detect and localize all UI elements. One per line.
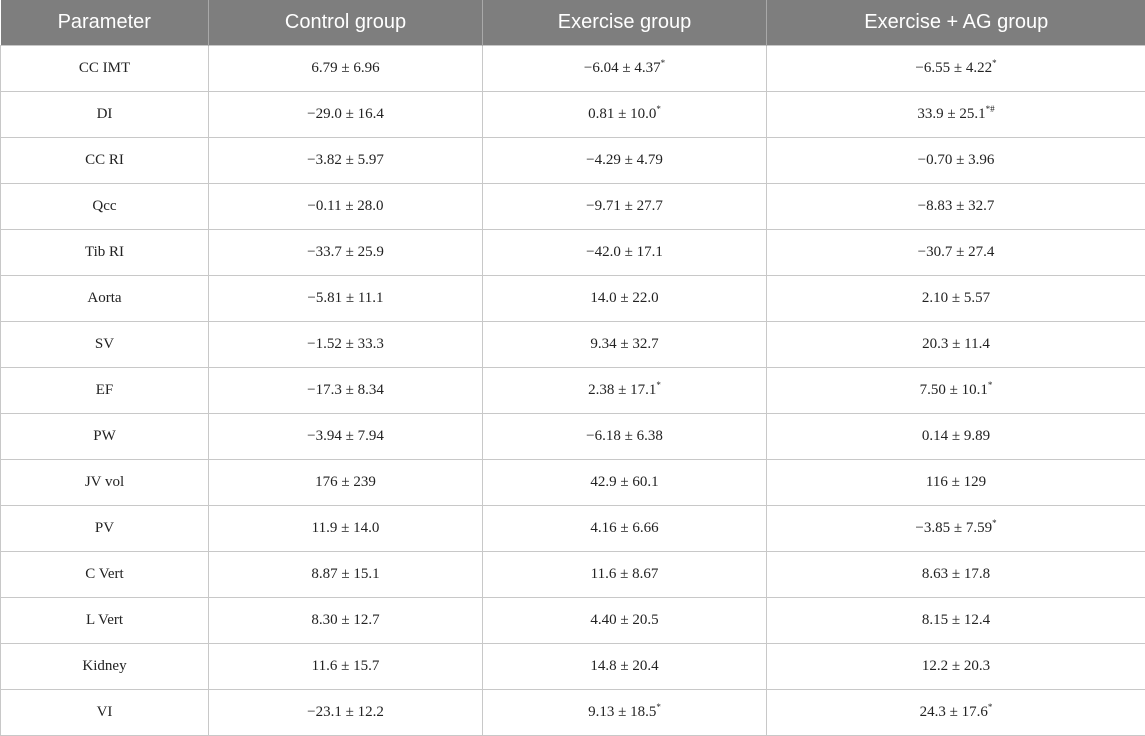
- table-row: [1, 322, 1145, 368]
- parameter-cell: C Vert: [1, 552, 209, 598]
- exercise-ag-value-cell: [767, 92, 1145, 138]
- exercise-value: −6.18 ± 6.38: [586, 428, 663, 444]
- control-value: −1.52 ± 33.3: [307, 336, 384, 352]
- exercise-ag-value: 24.3 ± 17.6: [920, 704, 988, 720]
- control-value: −5.81 ± 11.1: [307, 290, 383, 306]
- exercise-value: −4.29 ± 4.79: [586, 152, 663, 168]
- exercise-value: 11.6 ± 8.67: [591, 566, 659, 582]
- exercise-ag-value-cell: [767, 506, 1145, 552]
- exercise-value-cell: [483, 644, 767, 690]
- exercise-ag-value-cell: [767, 690, 1145, 736]
- exercise-value: 9.13 ± 18.5: [588, 704, 656, 720]
- control-value-cell: [209, 506, 483, 552]
- significance-marker: *: [988, 702, 993, 712]
- control-value: −29.0 ± 16.4: [307, 106, 384, 122]
- significance-marker: *: [988, 380, 993, 390]
- table-row: [1, 184, 1145, 230]
- header-parameter: Parameter: [1, 0, 209, 46]
- parameter-cell: L Vert: [1, 598, 209, 644]
- table-row: [1, 138, 1145, 184]
- significance-marker: *: [992, 518, 997, 528]
- control-value-cell: [209, 598, 483, 644]
- significance-marker: *#: [986, 104, 995, 114]
- control-value-cell: [209, 690, 483, 736]
- parameter-cell: CC RI: [1, 138, 209, 184]
- header-row: [1, 0, 1145, 46]
- exercise-value-cell: [483, 46, 767, 92]
- control-value: −3.82 ± 5.97: [307, 152, 384, 168]
- table-row: [1, 598, 1145, 644]
- exercise-value: 42.9 ± 60.1: [590, 474, 658, 490]
- exercise-value-cell: [483, 230, 767, 276]
- exercise-value-cell: [483, 138, 767, 184]
- parameter-cell: DI: [1, 92, 209, 138]
- exercise-value: −6.04 ± 4.37: [584, 60, 661, 76]
- table-row: [1, 46, 1145, 92]
- control-value: −33.7 ± 25.9: [307, 244, 384, 260]
- control-value: 8.30 ± 12.7: [311, 612, 379, 628]
- significance-marker: *: [992, 58, 997, 68]
- control-value: 6.79 ± 6.96: [311, 60, 379, 76]
- exercise-value-cell: [483, 598, 767, 644]
- parameter-cell: Kidney: [1, 644, 209, 690]
- parameter-cell: JV vol: [1, 460, 209, 506]
- parameter-cell: Tib RI: [1, 230, 209, 276]
- control-value-cell: [209, 322, 483, 368]
- control-value-cell: [209, 414, 483, 460]
- control-value-cell: [209, 184, 483, 230]
- parameter-cell: CC IMT: [1, 46, 209, 92]
- parameter-cell: EF: [1, 368, 209, 414]
- exercise-value: 0.81 ± 10.0: [588, 106, 656, 122]
- exercise-ag-value: 0.14 ± 9.89: [922, 428, 990, 444]
- exercise-ag-value: 33.9 ± 25.1: [917, 106, 985, 122]
- exercise-ag-value: 8.63 ± 17.8: [922, 566, 990, 582]
- control-value: −23.1 ± 12.2: [307, 704, 384, 720]
- parameter-cell: Qcc: [1, 184, 209, 230]
- exercise-ag-value: 2.10 ± 5.57: [922, 290, 990, 306]
- table-row: [1, 506, 1145, 552]
- control-value: −17.3 ± 8.34: [307, 382, 384, 398]
- exercise-ag-value-cell: [767, 460, 1145, 506]
- control-value-cell: [209, 46, 483, 92]
- exercise-ag-value: 116 ± 129: [926, 474, 986, 490]
- table-body: [1, 46, 1145, 736]
- table-row: [1, 644, 1145, 690]
- exercise-ag-value-cell: [767, 230, 1145, 276]
- exercise-ag-value: 20.3 ± 11.4: [922, 336, 990, 352]
- exercise-ag-value-cell: [767, 322, 1145, 368]
- exercise-value: −42.0 ± 17.1: [586, 244, 663, 260]
- control-value-cell: [209, 552, 483, 598]
- exercise-value-cell: [483, 690, 767, 736]
- table-row: [1, 276, 1145, 322]
- exercise-value-cell: [483, 552, 767, 598]
- table-row: [1, 460, 1145, 506]
- control-value-cell: [209, 644, 483, 690]
- significance-marker: *: [656, 702, 661, 712]
- table-row: [1, 368, 1145, 414]
- exercise-ag-value-cell: [767, 184, 1145, 230]
- exercise-ag-value-cell: [767, 138, 1145, 184]
- exercise-value: 2.38 ± 17.1: [588, 382, 656, 398]
- exercise-ag-value: −30.7 ± 27.4: [918, 244, 995, 260]
- table-header: [1, 0, 1145, 46]
- control-value-cell: [209, 92, 483, 138]
- exercise-ag-value: −8.83 ± 32.7: [918, 198, 995, 214]
- control-value: −3.94 ± 7.94: [307, 428, 384, 444]
- control-value-cell: [209, 138, 483, 184]
- parameter-cell: PW: [1, 414, 209, 460]
- table-row: [1, 414, 1145, 460]
- control-value-cell: [209, 230, 483, 276]
- exercise-value-cell: [483, 414, 767, 460]
- control-value-cell: [209, 276, 483, 322]
- header-exercise-group: Exercise group: [483, 0, 767, 46]
- parameter-cell: VI: [1, 690, 209, 736]
- control-value-cell: [209, 460, 483, 506]
- exercise-ag-value: 7.50 ± 10.1: [920, 382, 988, 398]
- parameter-cell: SV: [1, 322, 209, 368]
- parameter-cell: PV: [1, 506, 209, 552]
- significance-marker: *: [656, 104, 661, 114]
- control-value: 176 ± 239: [315, 474, 376, 490]
- parameter-cell: Aorta: [1, 276, 209, 322]
- exercise-value: 4.16 ± 6.66: [590, 520, 658, 536]
- exercise-ag-value: 8.15 ± 12.4: [922, 612, 990, 628]
- exercise-value: 9.34 ± 32.7: [590, 336, 658, 352]
- exercise-value-cell: [483, 322, 767, 368]
- exercise-value: 14.8 ± 20.4: [590, 658, 658, 674]
- exercise-value: −9.71 ± 27.7: [586, 198, 663, 214]
- control-value: −0.11 ± 28.0: [307, 198, 383, 214]
- control-value-cell: [209, 368, 483, 414]
- exercise-ag-value-cell: [767, 276, 1145, 322]
- significance-marker: *: [656, 380, 661, 390]
- exercise-ag-value: 12.2 ± 20.3: [922, 658, 990, 674]
- table-row: [1, 690, 1145, 736]
- exercise-ag-value-cell: [767, 598, 1145, 644]
- exercise-ag-value-cell: [767, 644, 1145, 690]
- control-value: 8.87 ± 15.1: [311, 566, 379, 582]
- table-row: [1, 92, 1145, 138]
- exercise-value: 4.40 ± 20.5: [590, 612, 658, 628]
- exercise-ag-value-cell: [767, 368, 1145, 414]
- header-exercise-ag-group: Exercise + AG group: [767, 0, 1145, 46]
- exercise-ag-value-cell: [767, 46, 1145, 92]
- exercise-value-cell: [483, 184, 767, 230]
- exercise-value-cell: [483, 506, 767, 552]
- exercise-value: 14.0 ± 22.0: [590, 290, 658, 306]
- exercise-value-cell: [483, 460, 767, 506]
- header-control-group: Control group: [209, 0, 483, 46]
- exercise-ag-value: −6.55 ± 4.22: [915, 60, 992, 76]
- exercise-ag-value: −0.70 ± 3.96: [918, 152, 995, 168]
- exercise-value-cell: [483, 368, 767, 414]
- control-value: 11.6 ± 15.7: [312, 658, 380, 674]
- table-row: [1, 552, 1145, 598]
- exercise-ag-value-cell: [767, 552, 1145, 598]
- exercise-ag-value: −3.85 ± 7.59: [915, 520, 992, 536]
- table-row: [1, 230, 1145, 276]
- control-value: 11.9 ± 14.0: [312, 520, 380, 536]
- exercise-ag-value-cell: [767, 414, 1145, 460]
- significance-marker: *: [661, 58, 666, 68]
- exercise-value-cell: [483, 276, 767, 322]
- exercise-value-cell: [483, 92, 767, 138]
